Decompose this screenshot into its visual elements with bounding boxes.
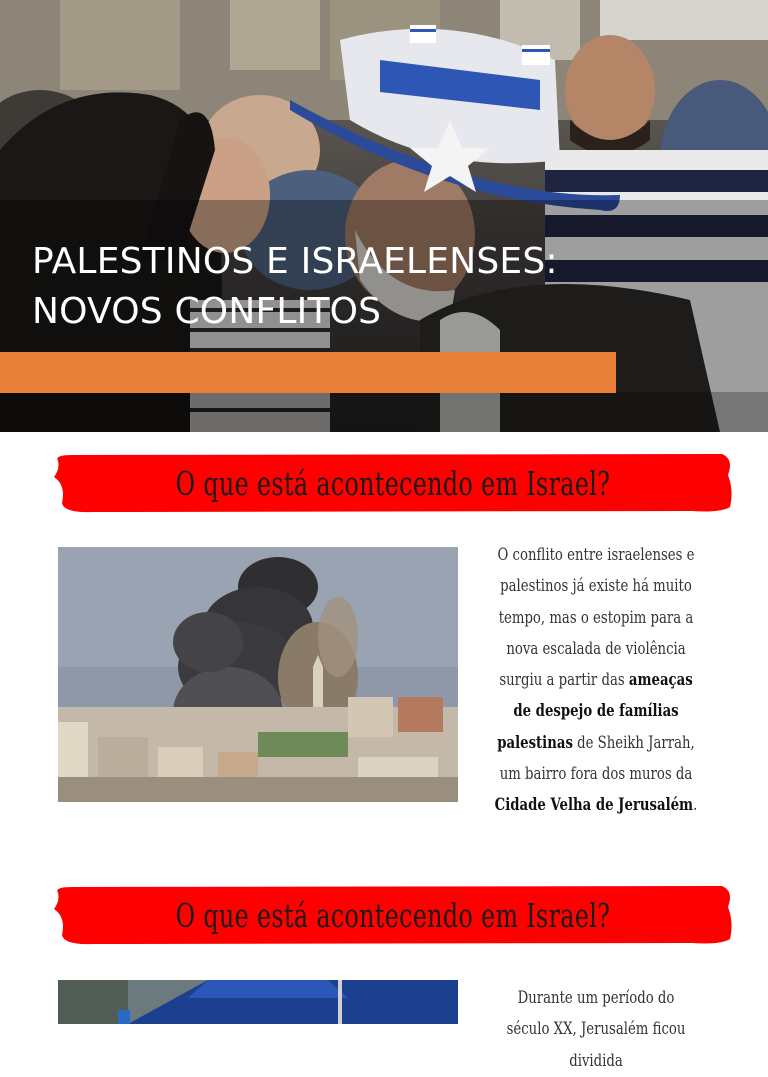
section-paragraph-1 xyxy=(466,540,726,822)
section-heading-1: O que está acontecendo em Israel? xyxy=(175,463,611,503)
paragraph-text-part-3: . xyxy=(693,795,698,816)
section-heading-2: O que está acontecendo em Israel? xyxy=(175,895,611,935)
paragraph-text xyxy=(495,540,698,822)
section-photo-2 xyxy=(58,980,458,1024)
jerusalem-street-photo xyxy=(58,980,458,1024)
section-heading-banner-1 xyxy=(52,451,734,515)
paragraph-emphasis-2: Cidade Velha de Jerusalém xyxy=(494,795,694,816)
paragraph-text xyxy=(495,983,698,1077)
paragraph-text-part-1: O conflito entre israelenses e palestinos já existe há muito tempo, mas o estopim para a nova escalada de violência surgiu a partir das xyxy=(497,545,695,691)
page-title-line-2: NOVOS CONFLITOS xyxy=(32,291,382,332)
section-paragraph-2 xyxy=(466,983,726,1077)
gaza-smoke-photo xyxy=(58,547,458,802)
page-title-line-1: PALESTINOS E ISRAELENSES: xyxy=(32,241,558,282)
paragraph-text-part-1: Durante um período do século XX, Jerusalém ficou dividida xyxy=(506,988,686,1071)
accent-bar xyxy=(0,352,616,393)
section-photo-1 xyxy=(58,547,458,802)
paragraph-text-part-2: de Sheikh Jarrah, um bairro fora dos muros da xyxy=(499,732,695,785)
section-heading-banner-2 xyxy=(52,883,734,947)
paragraph-emphasis-1: ameaças de despejo de famílias palestinas xyxy=(497,670,693,753)
page-title xyxy=(32,237,558,337)
hero-banner xyxy=(0,0,768,432)
